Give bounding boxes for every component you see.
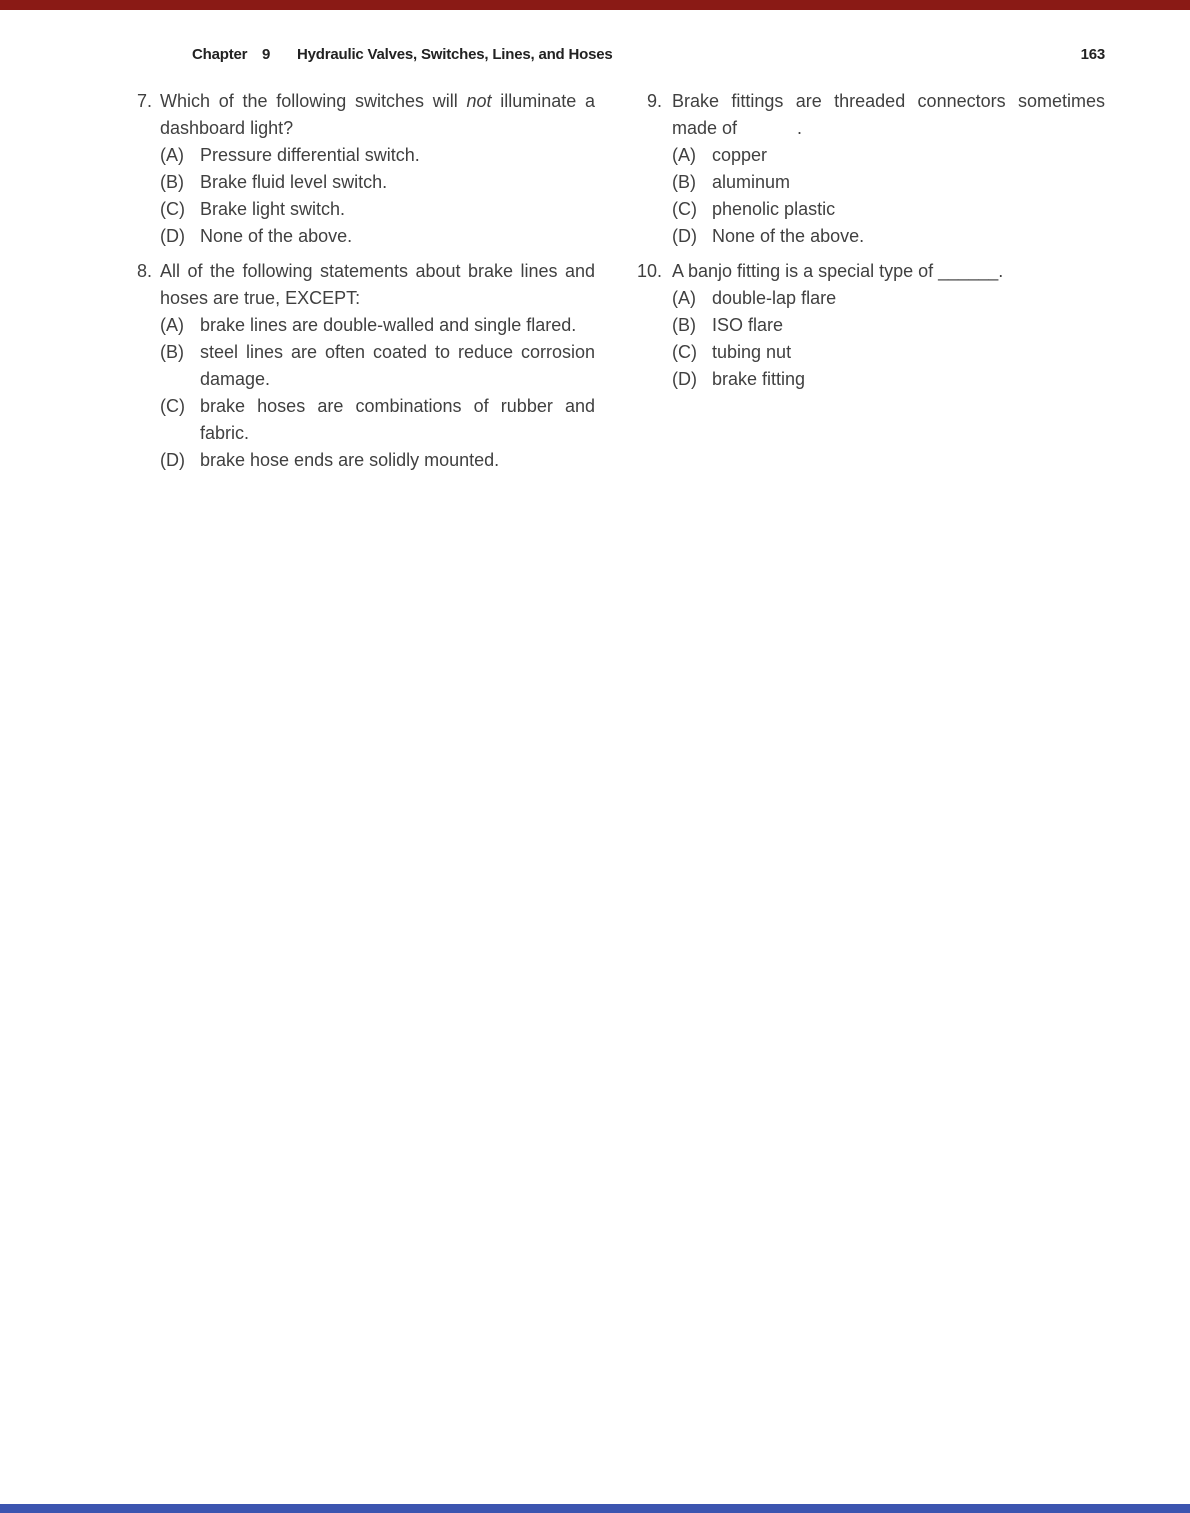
option-letter: (B): [672, 172, 696, 192]
option-text-line: [200, 312, 595, 339]
question-number: 9.: [646, 91, 662, 111]
answer-option: [160, 339, 595, 393]
top-edge-bar: [0, 0, 1190, 10]
option-text-line: [712, 169, 1105, 196]
question-text-line: [160, 88, 595, 115]
option-text: [712, 223, 1105, 250]
question-text-line: [160, 115, 595, 142]
text-run: phenolic plastic: [712, 199, 836, 219]
option-text: [200, 196, 595, 223]
page-number: 163: [1080, 46, 1105, 63]
question-column-right: [628, 88, 1105, 393]
option-text-line: [712, 142, 1105, 169]
question-body: [672, 258, 1105, 393]
answer-option: [672, 142, 1105, 169]
option-text-line: [200, 366, 595, 393]
option-text: [712, 312, 1105, 339]
question-text-line: [160, 258, 595, 285]
question-body: [672, 88, 1105, 250]
option-text-line: [712, 339, 1105, 366]
option-text-line: [712, 312, 1105, 339]
option-letter: (D): [672, 369, 697, 389]
text-run: dashboard light?: [160, 118, 294, 138]
option-letter: (C): [672, 199, 697, 219]
option-text-line: [200, 169, 595, 196]
answer-option: [160, 223, 595, 250]
option-letter: (C): [160, 199, 185, 219]
text-run: Which of the following switches will: [160, 91, 467, 111]
text-run: Pressure differential switch.: [200, 145, 420, 165]
option-text: [200, 312, 595, 339]
question-column-left: [135, 88, 595, 474]
option-letter: (B): [160, 342, 184, 362]
option-text: [200, 393, 595, 447]
question-block: [628, 88, 1105, 250]
text-run: A banjo fitting is a special type of ______.: [672, 261, 1004, 281]
text-run: Brake light switch.: [200, 199, 346, 219]
question-text-line: [672, 88, 1105, 115]
option-letter: (D): [160, 450, 185, 470]
question-body: [160, 88, 595, 250]
option-text: [712, 142, 1105, 169]
answer-option: [672, 196, 1105, 223]
text-run: fabric.: [200, 423, 250, 443]
question-number: 8.: [136, 261, 152, 281]
option-letter: (A): [160, 145, 184, 165]
option-text: [200, 339, 595, 393]
answer-option: [672, 339, 1105, 366]
answer-option: [672, 285, 1105, 312]
option-text-line: [712, 196, 1105, 223]
chapter-label: Chapter: [192, 46, 248, 63]
question-text-line: [672, 258, 1105, 285]
question-block: [135, 88, 595, 250]
option-letter: (A): [672, 145, 696, 165]
option-letter: (C): [672, 342, 697, 362]
question-text-line: [160, 285, 595, 312]
text-run: brake hoses are combinations of rubber and: [200, 396, 595, 416]
answer-option: [672, 223, 1105, 250]
question-text-line: [672, 115, 1105, 142]
question-block: [628, 258, 1105, 393]
option-text-line: [200, 142, 595, 169]
answer-option: [672, 312, 1105, 339]
option-letter: (A): [672, 288, 696, 308]
chapter-title: Hydraulic Valves, Switches, Lines, and Hoses: [297, 46, 613, 63]
answer-option: [160, 393, 595, 447]
option-text: [200, 223, 595, 250]
question-number: 10.: [636, 261, 662, 281]
page-header: [0, 46, 1190, 70]
option-text: [712, 196, 1105, 223]
question-block: [135, 258, 595, 474]
answer-option: [160, 447, 595, 474]
text-run: made of: [672, 118, 738, 138]
text-run: hoses are true, EXCEPT:: [160, 288, 361, 308]
text-run: brake fitting: [712, 369, 806, 389]
answer-option: [672, 169, 1105, 196]
option-text-line: [712, 223, 1105, 250]
text-run: double-lap flare: [712, 288, 837, 308]
option-text: [712, 339, 1105, 366]
option-text: [200, 142, 595, 169]
option-text-line: [200, 339, 595, 366]
option-text-line: [200, 223, 595, 250]
option-letter: (D): [672, 226, 697, 246]
text-run: damage.: [200, 369, 271, 389]
text-run: steel lines are often coated to reduce corrosion: [200, 342, 595, 362]
answer-option: [672, 366, 1105, 393]
option-text: [712, 366, 1105, 393]
question-number: 7.: [136, 91, 152, 111]
answer-option: [160, 169, 595, 196]
option-letter: (B): [160, 172, 184, 192]
text-run: All of the following statements about brake lines and: [160, 261, 595, 281]
text-run: .: [797, 118, 803, 138]
chapter-number: 9: [262, 46, 271, 63]
answer-option: [160, 142, 595, 169]
option-text-line: [200, 196, 595, 223]
text-run: brake lines are double-walled and single flared.: [200, 315, 577, 335]
text-run: copper: [712, 145, 768, 165]
option-text: [200, 169, 595, 196]
text-run: ISO flare: [712, 315, 784, 335]
answer-option: [160, 312, 595, 339]
text-run: illuminate a: [491, 91, 595, 111]
option-letter: (B): [672, 315, 696, 335]
option-text-line: [712, 366, 1105, 393]
text-run: brake hose ends are solidly mounted.: [200, 450, 500, 470]
text-run: tubing nut: [712, 342, 792, 362]
text-run: aluminum: [712, 172, 791, 192]
text-run: Brake fluid level switch.: [200, 172, 388, 192]
answer-option: [160, 196, 595, 223]
option-text: [200, 447, 595, 474]
question-body: [160, 258, 595, 474]
option-letter: (D): [160, 226, 185, 246]
option-text-line: [200, 420, 595, 447]
fill-in-blank-gap: [737, 133, 797, 134]
bottom-edge-bar: [0, 1504, 1190, 1513]
text-run: Brake fittings are threaded connectors sometimes: [672, 91, 1105, 111]
option-text: [712, 169, 1105, 196]
option-letter: (A): [160, 315, 184, 335]
option-text-line: [200, 447, 595, 474]
option-text: [712, 285, 1105, 312]
option-letter: (C): [160, 396, 185, 416]
option-text-line: [712, 285, 1105, 312]
option-text-line: [200, 393, 595, 420]
italic-word: not: [466, 91, 492, 111]
text-run: None of the above.: [200, 226, 353, 246]
text-run: None of the above.: [712, 226, 865, 246]
